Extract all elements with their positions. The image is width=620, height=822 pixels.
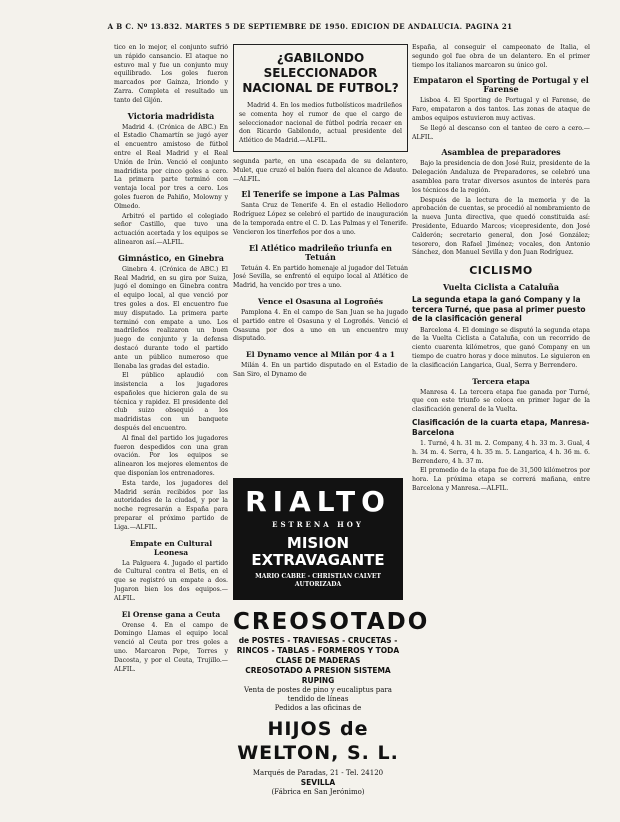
article-paragraph: La Palguera 4. Jugado el partido de Cultural contra el Betis, en el que se registró un empate a dos. Jugaron bien los dos equipos.—ALFIL.: [114, 559, 228, 602]
headline-osasuna: Vence el Osasuna al Logroñés: [258, 296, 383, 306]
article-paragraph: Tetuán 4. En partido homenaje al jugador del Tetuán José Sevilla, se enfrentó el equipo local al Atlético de Madrid, ha vencido por tres a uno.: [233, 264, 408, 290]
article-paragraph: Se llegó al descanso con el tanteo de cero a cero.—ALFIL.: [412, 124, 590, 141]
boxed-news: [233, 44, 408, 152]
article-paragraph: Barcelona 4. El domingo se disputó la segunda etapa de la Vuelta Ciclista a Cataluña, con un recorrido de ciento cuarenta kilómetros, que ganó Company en un tiempo de cuatro horas y doce minutos. Le siguieron en la clasificación Langarica, Gual, Serra y Berrendero.: [412, 326, 590, 369]
article-paragraph: Arbitró el partido el colegiado señor Castillo, que tuvo una actuación acertada y los equipos se alinearon así.—ALFIL.: [114, 212, 228, 246]
article-paragraph: 1. Turné, 4 h. 31 m. 2. Company, 4 h. 33 m. 3. Gual, 4 h. 34 m. 4. Serra, 4 h. 35 m. 5. Langarica, 4 h. 36 m. 6. Berrendero, 4 h. 37 m.: [412, 440, 590, 465]
headline-dynamo: El Dynamo vence al Milán por 4 a 1: [245, 350, 395, 360]
headline-ginebra: Gimnástico, en Ginebra: [118, 252, 224, 263]
headline-tenerife: El Tenerife se impone a Las Palmas: [241, 189, 400, 200]
article-paragraph: El público aplaudió con insistencia a los jugadores españoles que hicieron gala de su técnica y rapidez. El presidente del club suizo obsequió a los madridistas con un banquete después del encuentro.: [114, 372, 228, 433]
headline-sporting-farense: Empataron el Sporting de Portugal y el Farense: [413, 75, 589, 95]
ad-sale-text: Venta de postes de pino y eucaliptus para tendido de líneas: [244, 686, 392, 703]
ad-system: CREOSOTADO A PRESION SISTEMA RUPING: [245, 666, 391, 685]
article-paragraph: Ginebra 4. (Crónica de ABC.) El Real Madrid, en su gira por Suiza, jugó el domingo en Ginebra contra el equipo local, al que venció por tres goles a dos. El encuentro fue muy disputado. La primera parte terminó con empate a uno. Los madrileños realizaron un buen juego de conjunto y la defensa destacó durante todo el partido ante un público numeroso que llenaba las gradas del estadio.: [114, 265, 228, 370]
article-paragraph: Después de la lectura de la memoria y de la aprobación de cuentas, se procedió al nombramiento de la nueva Junta directiva, que quedó constituida así: Presidente, Eduardo Marcos; vicepresidente, don José Calderón; secretario general, don José González; tesorero, don Rafael Jiménez; vocales, don Antonio Sánchez, don Manuel Sevilla y don Juan Rodríguez.: [412, 196, 590, 257]
headline-cultural-leonesa: Empate en Cultural Leonesa: [129, 538, 213, 557]
article-intro: tico en lo mejor, el conjunto sufrió un rápido cansancio. El ataque no estuvo mal y fue un conjunto muy equilibrado. Los goles fueron marcados por Gainza, Iriondo y Zarra. Completa el resultado un tanto del Gijón.: [114, 44, 228, 104]
ad-title: CREOSOTADO: [233, 609, 430, 635]
column-center: [233, 44, 408, 381]
article-paragraph: Madrid 4. (Crónica de ABC.) En el Estadio Chamartín se jugó ayer el encuentro amistoso de fútbol entre el Real Madrid y el Real Unión de Irún. Venció el conjunto madridista por cinco goles a cero. La primera parte terminó con ventaja local por tres a cero. Los goles fueron de Pahiño, Molowny y Olmedo.: [114, 123, 228, 210]
subheadline-clasificacion: Clasificación de la cuarta etapa, Manresa-Barcelona: [412, 418, 590, 437]
ad-cast: MARIO CABRE - CHRISTIAN CALVET: [255, 573, 381, 580]
subheadline-etapas: La segunda etapa la ganó Company y la tercera Turné, que pasa al primer puesto de la clasificación general: [412, 295, 586, 324]
article-paragraph: El promedio de la etapa fue de 31,500 kilómetros por hora. La próxima etapa se correrá mañana, entre Barcelona y Manresa.—ALFIL.: [412, 467, 590, 492]
section-ciclismo: CICLISMO: [469, 264, 533, 278]
page-header: A B C. Nº 13.832. MARTES 5 DE SEPTIEMBRE DE 1950. EDICION DE ANDALUCIA. PAGINA 21: [107, 22, 513, 31]
column-left: [114, 44, 228, 809]
article-paragraph: Manresa 4. La tercera etapa fue ganada por Turné, que con este triunfo se coloca en primer lugar de la clasificación general de la Vuelta.: [412, 388, 590, 414]
ad-authorization: AUTORIZADA: [294, 581, 342, 588]
article-paragraph: Santa Cruz de Tenerife 4. En el estadio Heliodoro Rodríguez López se celebró el partido de inauguración de la temporada entre el C. D. Las Palmas y el Tenerife. Vencieron los tinerfeños por dos a uno.: [233, 202, 408, 236]
article-paragraph: España, al conseguir el campeonato de Italia, el segundo gol fue obra de un delantero. En el primer tiempo los italianos marcaron su único gol.: [412, 44, 590, 69]
headline-atletico-tetuan: El Atlético madrileño triunfa en Tetuán: [249, 242, 392, 262]
article-paragraph: Esta tarde, los jugadores del Madrid serán recibidos por las autoridades de la ciudad, y por la noche regresarán a España para preparar el próximo partido de Liga.—ALFIL.: [114, 479, 228, 531]
creosotado-ad: [233, 608, 430, 808]
box-headline: ¿GABILONDO SELECCIONADOR NACIONAL DE FUTBOL?: [242, 51, 399, 95]
headline-asamblea: Asamblea de preparadores: [441, 147, 561, 158]
ad-premiere-label: ESTRENA HOY: [272, 520, 364, 529]
ad-cinema-name: RIALTO: [245, 485, 391, 518]
article-paragraph: Milán 4. En un partido disputado en el Estadio de San Siro, el Dynamo de: [233, 362, 408, 378]
ad-city: SEVILLA: [300, 778, 336, 787]
headline-vuelta-cataluna: Vuelta Ciclista a Cataluña: [442, 282, 560, 293]
article-paragraph: Pamplona 4. En el campo de San Juan se ha jugado el partido entre el Osasuna y el Logroñés. Venció el Osasuna por dos a uno en un encuentro muy disputado.: [233, 308, 408, 343]
column-right: [412, 44, 590, 809]
article-paragraph: segunda parte, en una escapada de su delantero, Mulet, que cruzó el balón fuera del alcance de Adauto.—ALFIL.: [233, 157, 408, 183]
rialto-ad: [233, 478, 403, 600]
ad-factory: (Fábrica en San Jerónimo): [271, 788, 365, 796]
headline-tercera-etapa: Tercera etapa: [472, 376, 530, 386]
article-paragraph: Al final del partido los jugadores fueron despedidos con una gran ovación. Por los equipos se alinearon los mejores elementos de que disponían los entrenadores.: [114, 434, 228, 478]
ad-products: de POSTES - TRAVIESAS - CRUCETAS - RINCOS - TABLAS - FORMEROS Y TODA CLASE DE MADERAS: [236, 636, 400, 665]
ad-address: Marqués de Paradas, 21 - Tel. 24120: [252, 769, 384, 777]
article-paragraph: Bajo la presidencia de don José Ruiz, presidente de la Delegación Andaluza de Preparadores, se celebró una asamblea para tratar diversos asuntos de interés para los técnicos de la región.: [412, 160, 590, 194]
headline-victoria-madridista: Victoria madridista: [127, 110, 215, 121]
ad-company: HIJOS de WELTON, S. L.: [237, 718, 399, 764]
box-text: Madrid 4. En los medios futbolísticos madrileños se comenta hoy el rumor de que el cargo de seleccionador nacional de fútbol podría recaer en don Ricardo Gabilondo, actual presidente del Atlético de Madrid.—ALFIL.: [239, 102, 402, 145]
headline-orense: El Orense gana a Ceuta: [121, 609, 221, 619]
ad-orders-text: Pedidos a las oficinas de: [274, 704, 362, 712]
article-paragraph: Orense 4. En el campo de Domingo Llamas el equipo local venció al Ceuta por tres goles a uno. Marcaron Pepe, Torres y Dacosta, y por el Ceuta, Trujillo.—ALFIL.: [114, 621, 228, 673]
article-paragraph: Lisboa 4. El Sporting de Portugal y el Farense, de Faro, empataron a dos tantos. Las zonas de ataque de ambos equipos estuvieron muy activas.: [412, 97, 590, 122]
ad-film-title: MISION EXTRAVAGANTE: [251, 534, 385, 569]
